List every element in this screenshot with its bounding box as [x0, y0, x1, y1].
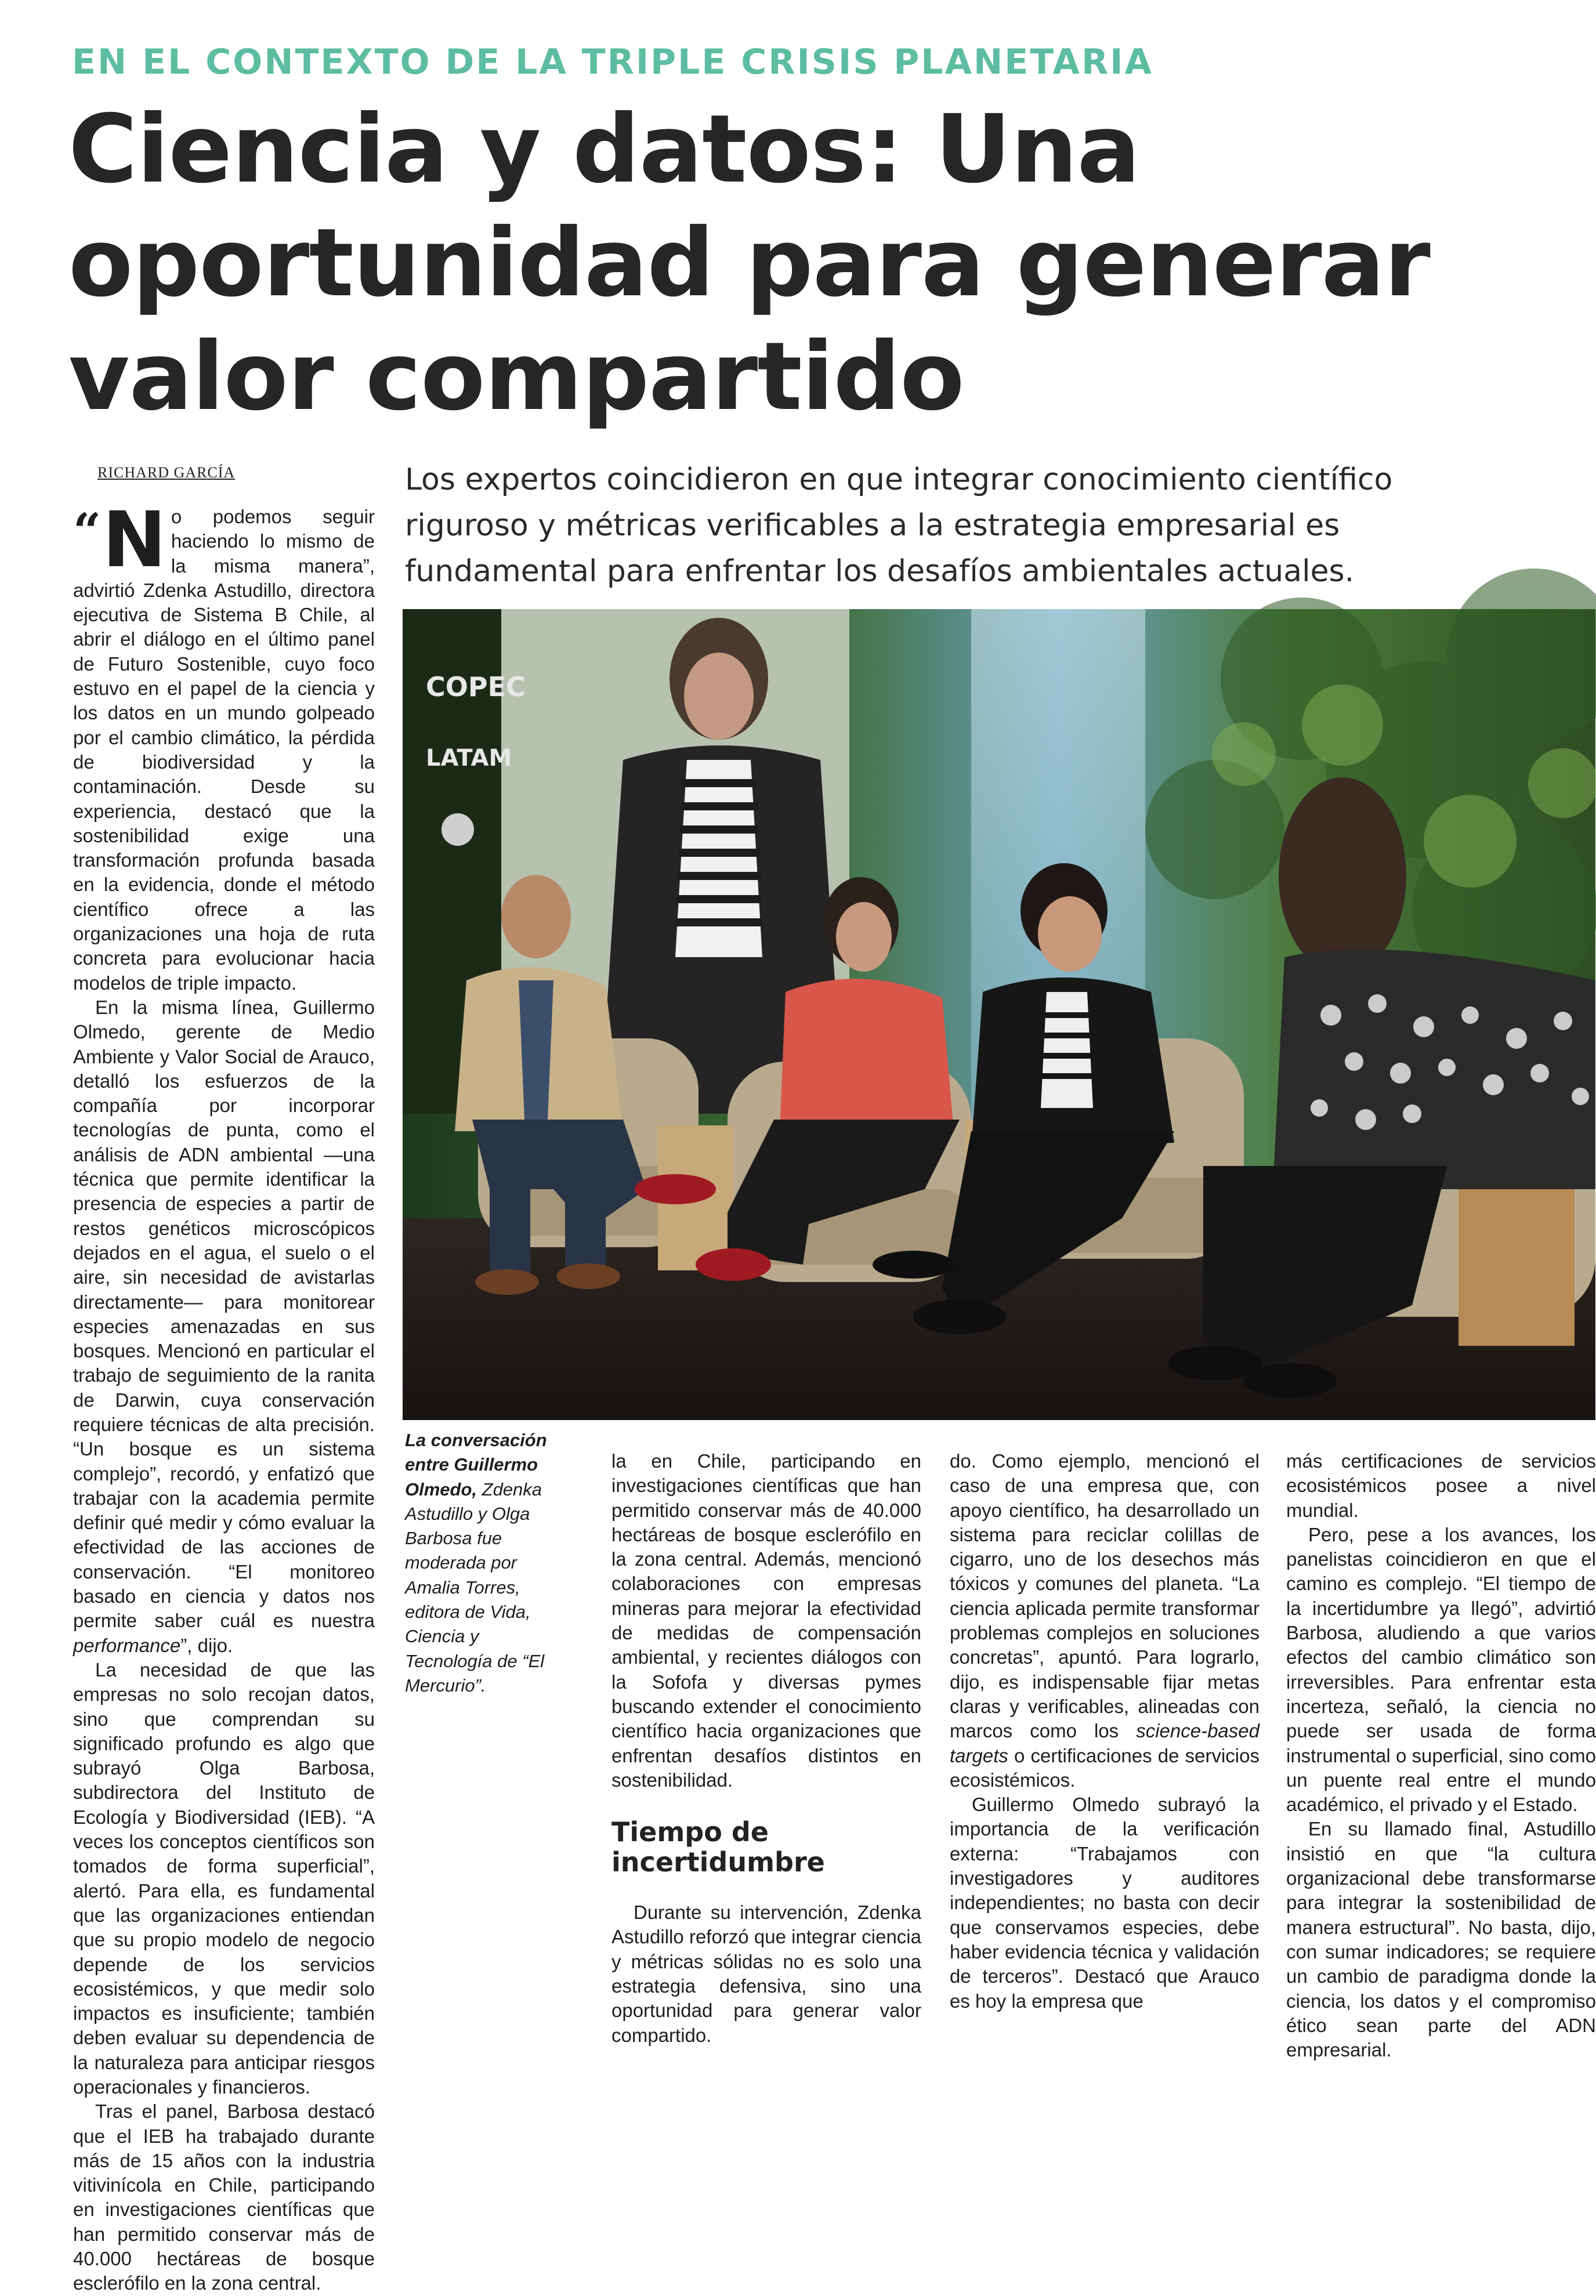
paragraph	[950, 1449, 1260, 1792]
paragraph: la en Chile, participando en investigaciones científicas que han permitido conservar más de 40.000 hectáreas de bosque esclerófilo en la zona central. Además, mencionó colaboraciones con empresas mineras para mejorar la efectividad de medidas de compensación ambiental, y recientes diálogos con la Sofofa y diversas pymes buscando extender el conocimiento científico hacia organizaciones que enfrentan desafíos distintos en sostenibilidad.	[611, 1450, 921, 1791]
lead-paragraph	[405, 457, 1554, 595]
paragraph-text: o certificaciones de servicios ecosistémicos.	[950, 1744, 1260, 1791]
caption-text: Zdenka Astudillo y Olga Barbosa fue moderada por Amalia Torres, editora de Vida, Ciencia y Tecnología de “El Mercurio”.	[405, 1479, 545, 1696]
paragraph	[73, 495, 375, 995]
article-column-2	[611, 1449, 921, 2046]
paragraph-text: En la misma línea, Guillermo Olmedo, gerente de Medio Ambiente y Valor Social de Arauco, detalló los esfuerzos de la compañía por incorporar tecnologías de punta, como el análisis de ADN ambiental —una técnica que permite identificar la presencia de especies a partir de restos genéticos microscópicos dejados en el agua, el suelo o el aire, sin necesidad de avistarlas directamente— para monitorear especies amenazadas en sus bosques. Mencionó en particular el trabajo de seguimiento de la ranita de Darwin, cuya conservación requiere técnicas de alta precisión. “Un bosque es un sistema complejo”, recordó, y enfatizó que trabajar con la academia permite definir qué medir y cómo evaluar la efectividad de las acciones de conservación. “El monitoreo basado en ciencia y datos nos permite saber cuál es nuestra	[73, 996, 375, 1632]
caption-bold: La conversación entre Guillermo Olmedo,	[405, 1430, 547, 1500]
article-column-1	[73, 495, 375, 2294]
paragraph: Guillermo Olmedo subrayó la importancia de la verificación externa: “Trabajamos con investigadores y auditores independientes; no basta con decir que conservamos especies, debe haber evidencia técnica y validación de terceros”. Destacó que Arauco es hoy la empresa que	[950, 1794, 1260, 2012]
article-column-4	[1286, 1449, 1596, 2061]
drop-cap: N	[102, 495, 167, 585]
lead-line: riguroso y métricas verificables a la estrategia empresarial es	[405, 508, 1340, 543]
paragraph: La necesidad de que las empresas no solo recojan datos, sino que comprendan su significado profundo es algo que subrayó Olga Barbosa, subdirectora del Instituto de Ecología y Biodiversidad (IEB). “A veces los conceptos científicos son tomados de forma superficial”, alertó. Para ella, es fundamental que las organizaciones entiendan que su propio modelo de negocio depende de los servicios ecosistémicos, y que medir solo impactos es insuficiente; también deben evaluar su dependencia de la naturaleza para anticipar riesgos operacionales y financieros.	[73, 1658, 375, 2098]
headline-line: oportunidad para generar	[68, 209, 1430, 318]
screen-logo: COPEC	[426, 671, 526, 702]
lead-line: fundamental para enfrentar los desafíos ambientales actuales.	[405, 554, 1355, 589]
paragraph: más certificaciones de servicios ecosistémicos posee a nivel mundial.	[1286, 1450, 1596, 1521]
italic-term: performance	[73, 1634, 181, 1656]
headline-line: Ciencia y datos: Una	[68, 95, 1140, 204]
paragraph: En su llamado final, Astudillo insistió en que “la cultura organizacional debe transformarse para integrar la sostenibilidad de manera estructural”. No basta, dijo, con sumar indicadores; se requiere un cambio de paradigma donde la ciencia, los datos y el compromiso ético sean parte del ADN empresarial.	[1286, 1818, 1596, 2061]
byline: RICHARD GARCÍA	[97, 464, 236, 481]
headline	[68, 93, 1554, 434]
paragraph-text: do. Como ejemplo, mencionó el caso de una empresa que, con apoyo científico, ha desarrollado un sistema para reciclar colillas de cigarro, uno de los desechos más tóxicos y comunes del planeta. “La ciencia aplicada permite transformar problemas complejos en soluciones concretas”, apuntó. Para lograrlo, dijo, es indispensable fijar metas claras y verificables, alineadas con marcos como los	[950, 1450, 1260, 1742]
headline-line: valor compartido	[68, 323, 964, 432]
photo-caption	[405, 1428, 563, 1698]
italic-term: science-based targets	[950, 1720, 1260, 1766]
paragraph-text: ”, dijo.	[180, 1634, 233, 1656]
lead-line: Los expertos coincidieron en que integrar conocimiento científico	[405, 462, 1393, 497]
kicker: EN EL CONTEXTO DE LA TRIPLE CRISIS PLANETARIA	[72, 42, 1153, 82]
article-column-3	[950, 1449, 1260, 2012]
section-subhead: Tiempo de incertidumbre	[611, 1816, 825, 1878]
paragraph: Pero, pese a los avances, los panelistas coincidieron en que el camino es complejo. “El tiempo de la incertidumbre ya llegó”, advirtió Barbosa, aludiendo a que varios efectos del cambio climático son irreversibles. Para enfrentar esta incerteza, señaló, la ciencia no puede ser usada de forma instrumental o superficial, sino como un puente real entre el mundo académico, el privado y el Estado.	[1286, 1523, 1596, 1816]
panel-photo	[403, 609, 1595, 1420]
paragraph	[73, 995, 375, 1658]
paragraph-text: o podemos seguir haciendo lo mismo de la misma manera”, advirtió Zdenka Astudillo, directora ejecutiva de Sistema B Chile, al abrir el diálogo en el último panel de Futuro Sostenible, cuyo foco estuvo en el papel de la ciencia y los datos en un mundo golpeado por el cambio climático, la pérdida de biodiversidad y la contaminación. Desde su experiencia, destacó que la sostenibilidad exige una transformación profunda basada en la evidencia, donde el método científico ofrece a las organizaciones una hoja de ruta concreta para evolucionar hacia modelos de triple impacto.	[73, 506, 375, 994]
paragraph: Tras el panel, Barbosa destacó que el IEB ha trabajado durante más de 15 años con la industria vitivinícola en Chile, participando en investigaciones científicas que han permitido conservar más de 40.000 hectáreas de bosque esclerófilo en la zona central.	[73, 2101, 375, 2294]
screen-logo: LATAM	[426, 745, 512, 772]
drop-quote: “	[73, 502, 102, 560]
paragraph: Durante su intervención, Zdenka Astudillo reforzó que integrar ciencia y métricas sólidas no es solo una estrategia defensiva, sino una oportunidad para generar valor compartido.	[611, 1902, 921, 2046]
